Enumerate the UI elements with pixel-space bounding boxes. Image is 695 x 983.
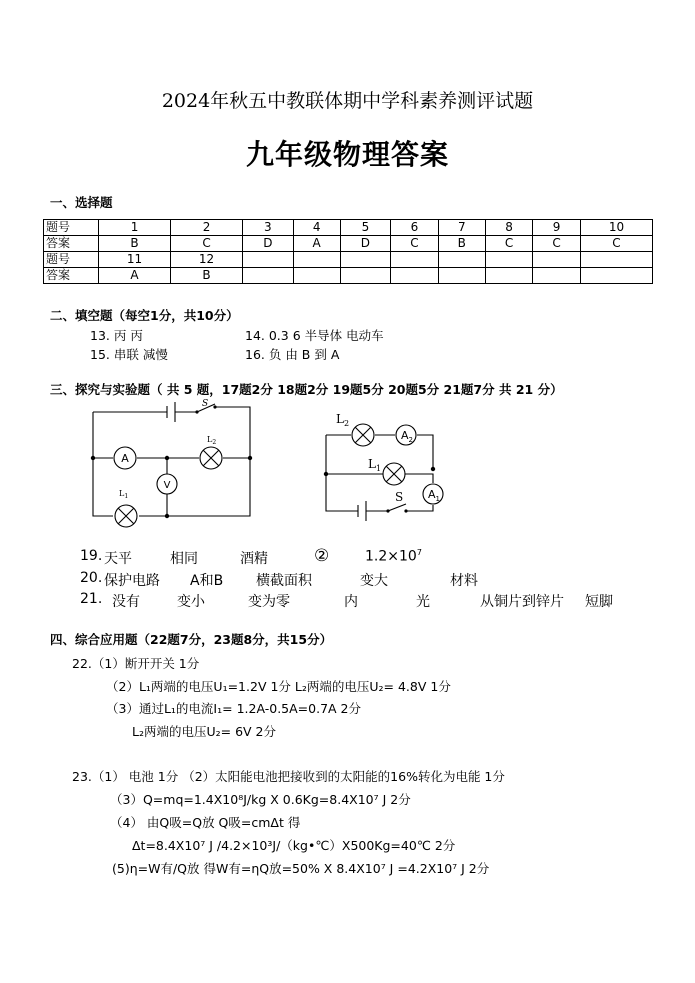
section1-heading: 一、选择题 (50, 195, 113, 210)
answer-q19-5: $1.2\times 10^7$ (365, 548, 422, 565)
answer-q21-3: 变为零 (248, 594, 290, 610)
section3-heading: 三、探究与实验题（ 共 5 题，17题2分 18题2分 19题5分 20题5分 21题7分 共 21 分） (50, 382, 563, 397)
switch-label: S (202, 399, 209, 409)
answer-key-title: 九年级物理答案 (245, 138, 449, 171)
table-cell (340, 268, 391, 284)
answer-q22-1: 22.（1）断开开关 1分 (72, 656, 200, 671)
answer-q19-num: 19. (80, 548, 103, 564)
answer-q23-1: 23.（1） 电池 1分 （2）太阳能电池把接收到的太阳能的16%转化为电能 1分 (72, 769, 505, 784)
table-cell (391, 252, 439, 268)
ammeter-label: A (121, 452, 129, 465)
table-cell: 2 (171, 220, 243, 236)
table-cell: A (293, 236, 340, 252)
table-cell: 12 (171, 252, 243, 268)
answer-q19-4: ② (314, 546, 330, 566)
row-label: 答案 (44, 268, 99, 284)
switch-label: S (395, 490, 404, 504)
row-label: 答案 (44, 236, 99, 252)
table-cell: A (99, 268, 171, 284)
answer-q19-3: 酒精 (240, 551, 268, 567)
answer-q14: 14. 0.3 6 半导体 电动车 (245, 328, 384, 343)
section4-heading: 四、综合应用题（22题7分，23题8分，共15分） (50, 632, 333, 647)
table-row (44, 268, 653, 284)
table-cell (293, 252, 340, 268)
table-cell: B (171, 268, 243, 284)
table-cell (340, 252, 391, 268)
lamp2-label: $L_2$ (336, 412, 350, 428)
table-cell (438, 252, 485, 268)
answer-q23-5: (5)η=W有/Q放 得W有=ηQ放=50% X 8.4X10⁷ J =4.2X10⁷ J 2分 (112, 861, 490, 876)
lamp2-label: $L_2$ (207, 435, 217, 446)
table-cell (580, 268, 652, 284)
answer-q22-3b: L₂两端的电压U₂= 6V 2分 (132, 724, 277, 739)
answer-q21-6: 从铜片到锌片 (480, 594, 564, 610)
answer-q22-2: （2）L₁两端的电压U₁=1.2V 1分 L₂两端的电压U₂= 4.8V 1分 (106, 679, 451, 694)
table-cell: B (99, 236, 171, 252)
lamp-icon (383, 463, 405, 485)
answer-q19-2: 相同 (170, 551, 198, 567)
answer-q21-2: 变小 (177, 594, 205, 610)
table-cell: C (533, 236, 581, 252)
table-cell: 7 (438, 220, 485, 236)
lamp1-label: $L_1$ (119, 489, 129, 500)
answer-q21-5: 光 (416, 594, 430, 610)
table-cell (438, 268, 485, 284)
table-cell (580, 252, 652, 268)
circuit-diagram-1 (85, 398, 265, 528)
answer-q23-4b: Δt=8.4X10⁷ J /4.2×10³J/（kg•℃）X500Kg=40℃ 2分 (132, 838, 456, 853)
answer-q20-2: A和B (190, 573, 224, 589)
lamp-icon (352, 424, 374, 446)
answer-q20-5: 材料 (450, 573, 478, 589)
table-cell (533, 268, 581, 284)
section2-heading: 二、填空题（每空1分，共10分） (50, 308, 239, 323)
table-cell: 3 (243, 220, 294, 236)
lamp1-label: $L_1$ (368, 457, 382, 473)
answer-table (43, 219, 653, 284)
table-row (44, 252, 653, 268)
table-cell: C (580, 236, 652, 252)
answer-q22-3a: （3）通过L₁的电流I₁= 1.2A-0.5A=0.7A 2分 (106, 701, 361, 716)
ammeter2-label: $A_2$ (401, 429, 413, 444)
answer-q15: 15. 串联 减慢 (90, 347, 168, 362)
table-cell: D (243, 236, 294, 252)
lamp-icon (200, 447, 222, 469)
answer-q21-4: 内 (344, 594, 358, 610)
row-label: 题号 (44, 220, 99, 236)
answer-q21-num: 21. (80, 591, 103, 607)
table-cell: 4 (293, 220, 340, 236)
table-cell: B (438, 236, 485, 252)
table-cell: 6 (391, 220, 439, 236)
table-row (44, 220, 653, 236)
voltmeter-label: V (163, 480, 171, 491)
table-cell: C (391, 236, 439, 252)
table-row (44, 236, 653, 252)
table-cell (485, 252, 533, 268)
answer-q21-1: 没有 (112, 594, 140, 610)
table-cell: D (340, 236, 391, 252)
table-cell: 8 (485, 220, 533, 236)
table-cell (391, 268, 439, 284)
answer-q20-4: 变大 (360, 573, 388, 589)
row-label: 题号 (44, 252, 99, 268)
answer-q23-4a: （4） 由Q吸=Q放 Q吸=cmΔt 得 (110, 815, 301, 830)
table-cell: C (171, 236, 243, 252)
table-cell: 5 (340, 220, 391, 236)
answer-q19-1: 天平 (104, 551, 132, 567)
table-cell: 9 (533, 220, 581, 236)
table-cell: 11 (99, 252, 171, 268)
answer-q13: 13. 丙 丙 (90, 328, 143, 343)
answer-q20-num: 20. (80, 570, 103, 586)
table-cell (243, 252, 294, 268)
table-cell (243, 268, 294, 284)
table-cell (485, 268, 533, 284)
table-cell: 10 (580, 220, 652, 236)
table-cell (533, 252, 581, 268)
table-cell: 1 (99, 220, 171, 236)
table-cell (293, 268, 340, 284)
answer-q20-1: 保护电路 (104, 573, 160, 589)
answer-q16: 16. 负 由 B 到 A (245, 347, 340, 362)
ammeter1-label: $A_1$ (428, 488, 440, 503)
table-cell: C (485, 236, 533, 252)
exam-title: 2024年秋五中教联体期中学科素养测评试题 (161, 90, 534, 112)
circuit-diagram-2 (318, 405, 448, 525)
answer-q23-3: （3）Q=mq=1.4X10⁸J/kg X 0.6Kg=8.4X10⁷ J 2分 (110, 792, 411, 807)
lamp-icon (115, 505, 137, 527)
answer-q21-7: 短脚 (585, 594, 613, 610)
answer-q20-3: 横截面积 (256, 573, 312, 589)
